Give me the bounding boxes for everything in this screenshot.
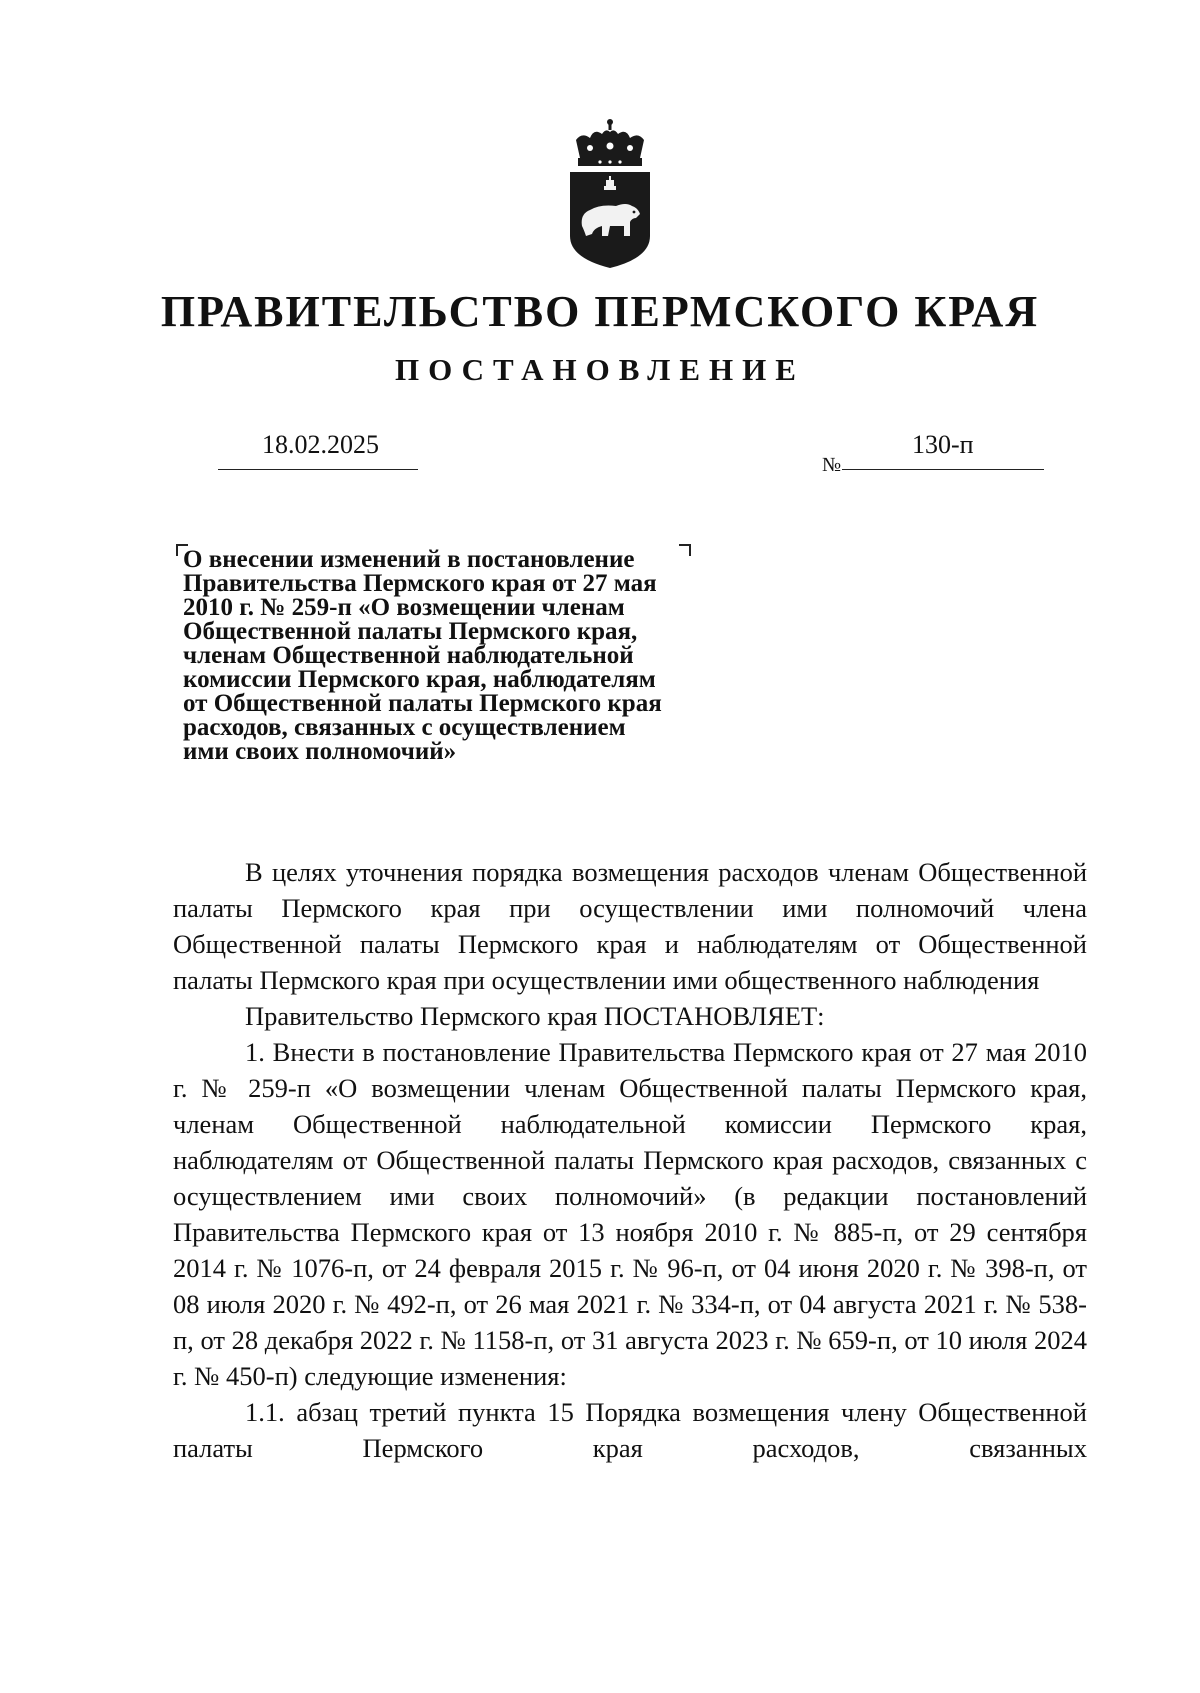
subject-line: О внесении изменений в постановление: [183, 546, 635, 573]
subject-line: от Общественной палаты Пермского края: [183, 690, 662, 717]
document-date: 18.02.2025: [262, 430, 379, 459]
body-paragraph: В целях уточнения порядка возмещения расходов членам Общественной палаты Пермского края при осуществлении ими полномочий члена Общественной палаты Пермского края и наблюдателям от Общественной палаты Пермского края при осуществлении ими общественного наблюдения: [173, 857, 1087, 995]
document-number: 130-п: [912, 430, 974, 459]
document-subject: [183, 548, 723, 764]
government-title: ПРАВИТЕЛЬСТВО ПЕРМСКОГО КРАЯ: [160, 287, 1040, 336]
body-paragraph: 1. Внести в постановление Правительства Пермского края от 27 мая 2010 г. № 259-п «О возмещении членам Общественной палаты Пермского края, членам Общественной наблюдательной комиссии Пермского края, наблюдателям от Общественной палаты Пермского края расходов, связанных с осуществлением ими своих полномочий» (в редакции постановлений Правительства Пермского края от 13 ноября 2010 г. № 885-п, от 29 сентября 2014 г. № 1076-п, от 24 февраля 2015 г. № 96-п, от 04 июня 2020 г. № 398-п, от 08 июля 2020 г. № 492-п, от 26 мая 2021 г. № 334-п, от 04 августа 2021 г. № 538-п, от 28 декабря 2022 г. № 1158-п, от 31 августа 2023 г. № 659-п, от 10 июля 2024 г. № 450-п) следующие изменения:: [173, 1037, 1087, 1391]
number-underline: [842, 469, 1044, 470]
subject-line: Общественной палаты Пермского края,: [183, 618, 638, 645]
subject-line: расходов, связанных с осуществлением: [183, 714, 626, 741]
subject-line: 2010 г. № 259-п «О возмещении членам: [183, 594, 625, 621]
document-type-title: ПОСТАНОВЛЕНИЕ: [395, 352, 805, 387]
subject-line: Правительства Пермского края от 27 мая: [183, 570, 657, 597]
body-paragraph: Правительство Пермского края ПОСТАНОВЛЯЕТ:: [245, 1001, 825, 1031]
subject-line: ими своих полномочий»: [183, 738, 457, 765]
body-paragraph: 1.1. абзац третий пункта 15 Порядка возмещения члену Общественной палаты Пермского края расходов, связанных: [173, 1397, 1087, 1463]
subject-line: членам Общественной наблюдательной: [183, 642, 634, 669]
subject-line: комиссии Пермского края, наблюдателям: [183, 666, 656, 693]
document-body: [173, 854, 1087, 1466]
number-sign: №: [822, 454, 842, 476]
date-underline: [218, 469, 418, 470]
coat-of-arms-icon: [566, 118, 654, 270]
